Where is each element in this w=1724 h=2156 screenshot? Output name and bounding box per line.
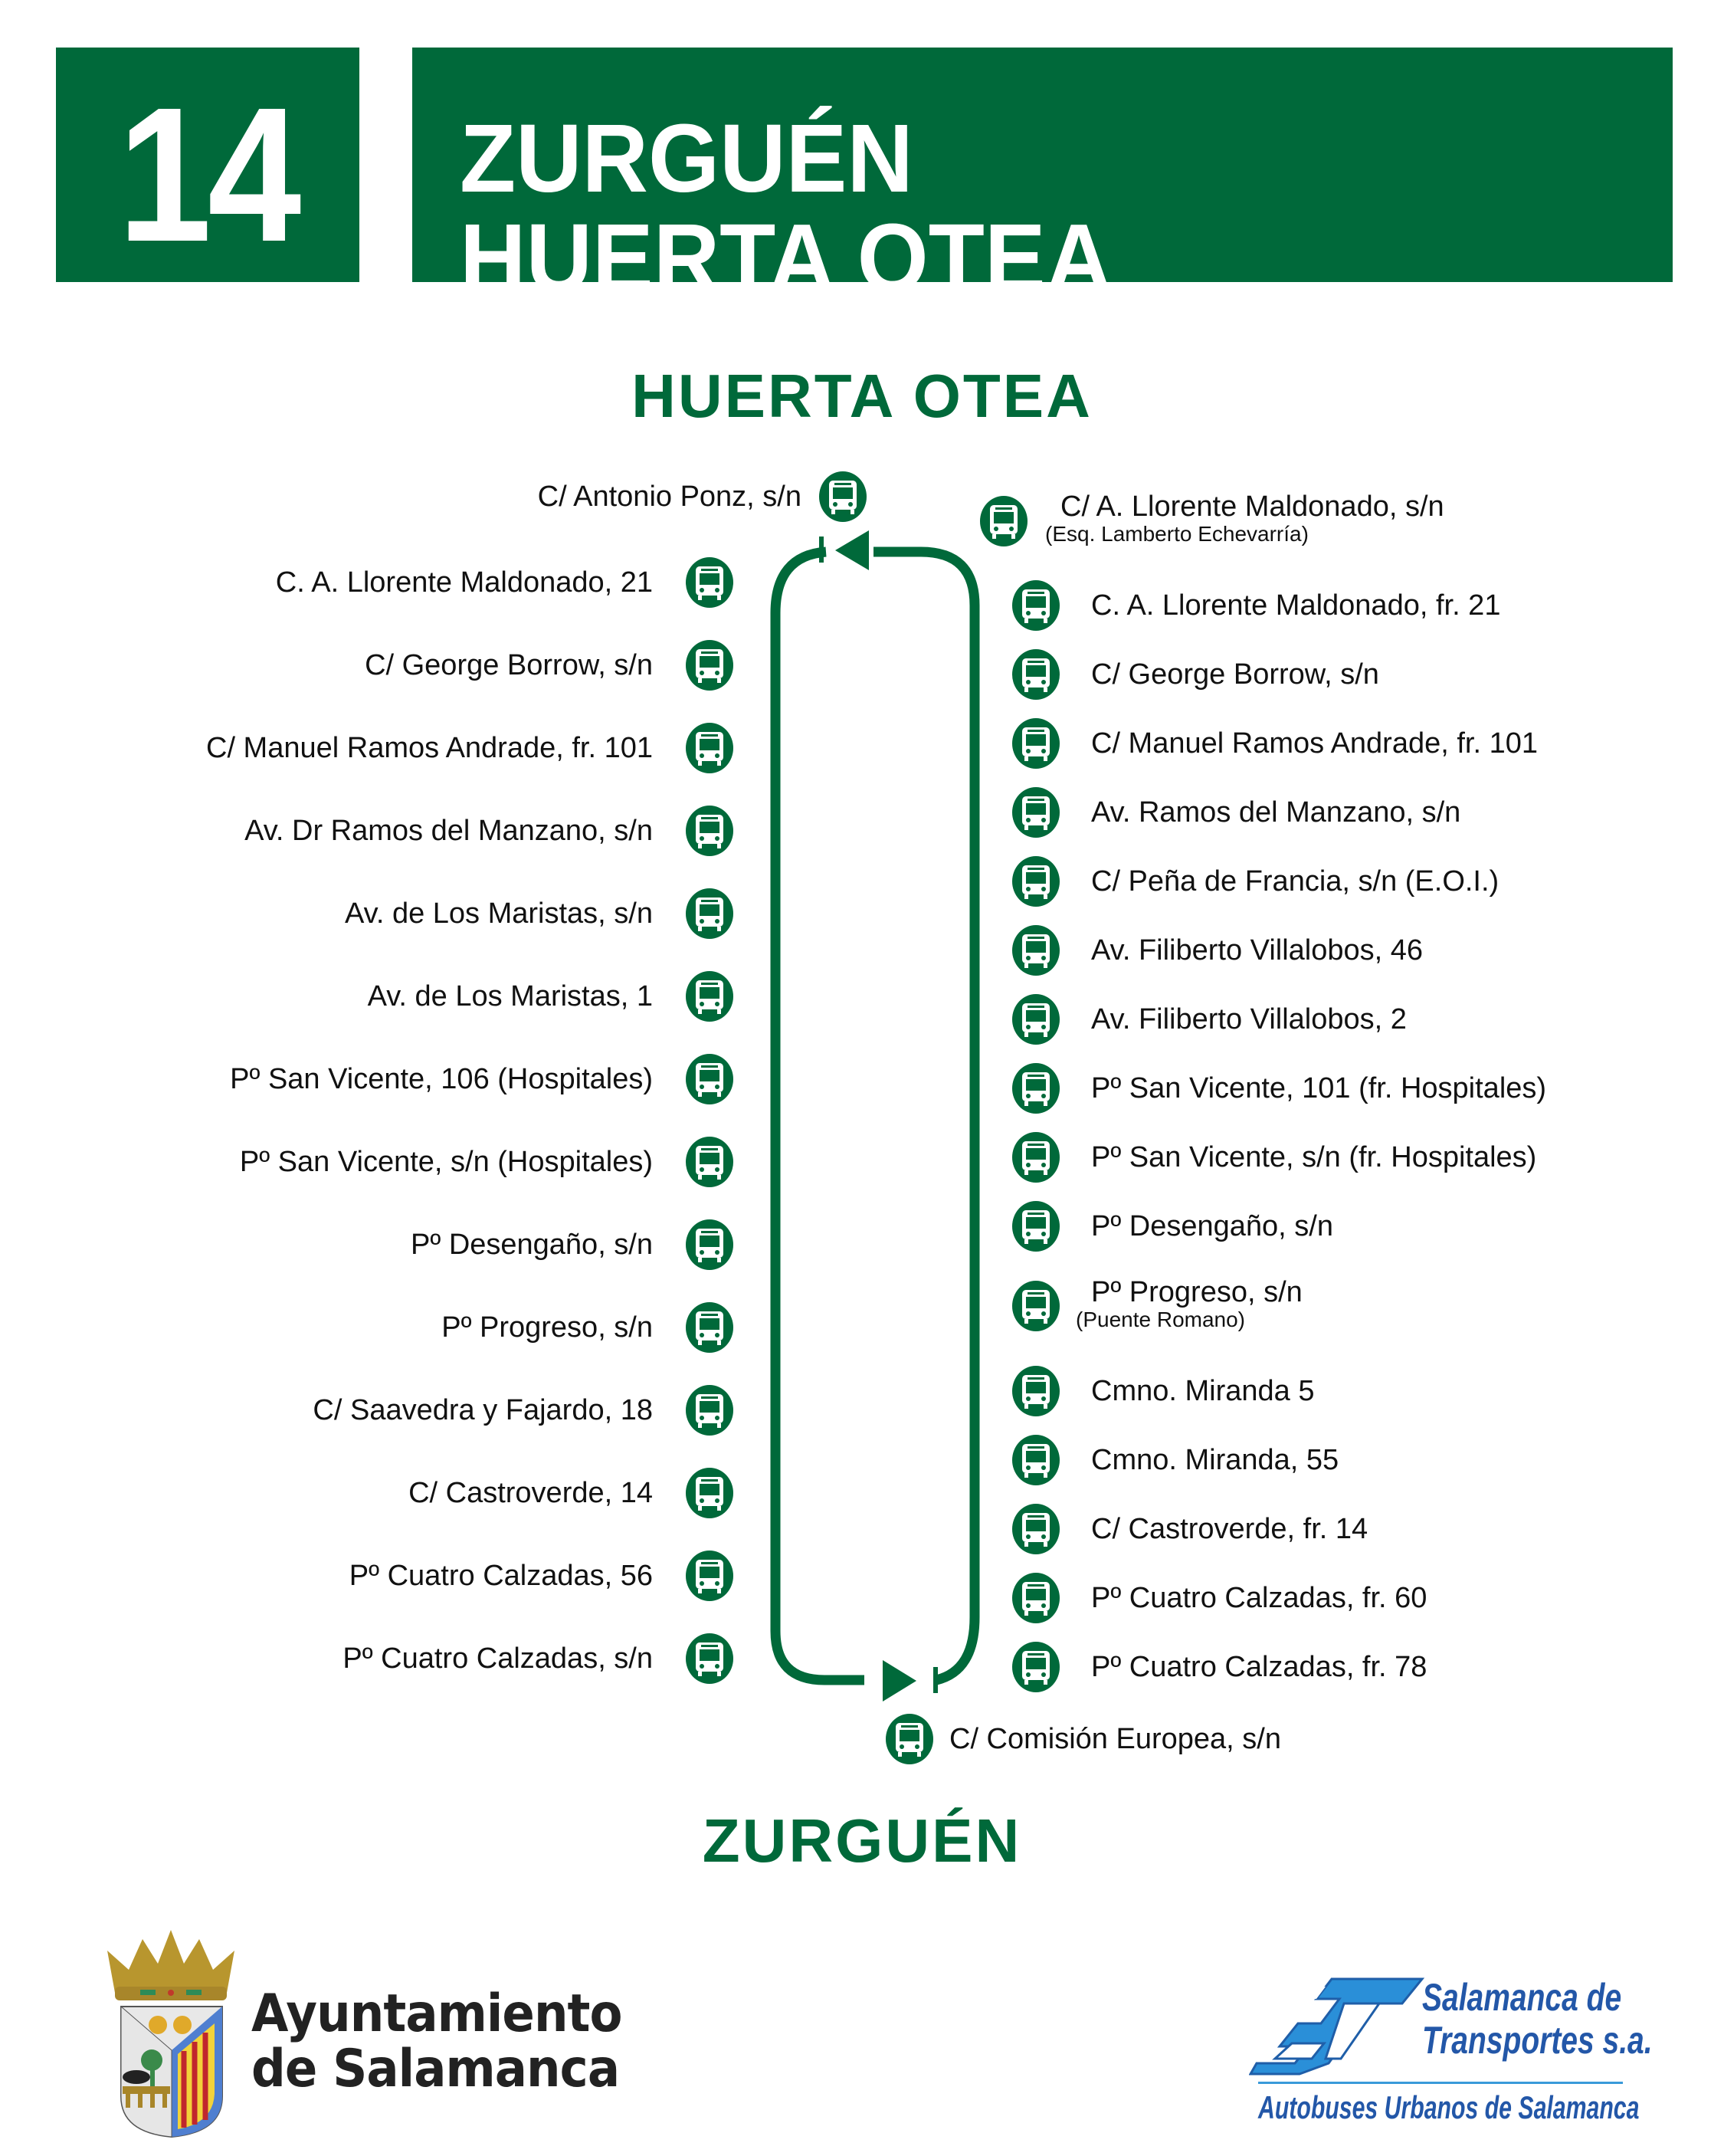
stop-right-item[interactable] [1011,648,1379,701]
stop-label: Cmno. Miranda, 55 [1091,1444,1339,1476]
stop-right-item[interactable] [1011,855,1499,907]
bus-stop-icon [1011,1434,1060,1486]
stop-label: C/ Manuel Ramos Andrade, fr. 101 [1091,727,1538,760]
bus-stop-icon [1011,786,1060,838]
bus-stop-icon [1011,924,1060,976]
stop-label: C. A. Llorente Maldonado, 21 [275,566,653,599]
st-monogram-icon [1249,1973,1425,2080]
bus-stop-icon [685,556,734,609]
bus-stop-icon [685,805,734,857]
stop-label: C/ George Borrow, s/n [1091,658,1379,691]
bus-stop-icon [685,1467,734,1519]
stop-right-item[interactable] [1011,1131,1536,1183]
stop-label: C/ Manuel Ramos Andrade, fr. 101 [206,732,653,764]
bus-stop-icon [1011,993,1060,1045]
stop-left-item[interactable] [343,1633,734,1685]
bus-stop-icon [1011,855,1060,907]
bus-stop-icon [1011,1641,1060,1693]
stop-sublabel: (Esq. Lamberto Echevarría) [1045,522,1309,546]
stop-antonio-ponz[interactable] [506,471,867,523]
stop-left-item[interactable] [345,888,734,940]
bus-stop-icon [1011,717,1060,770]
stop-left-item[interactable] [313,1384,734,1436]
stop-label: C/ Castroverde, 14 [408,1477,653,1509]
stop-label: Pº San Vicente, s/n (fr. Hospitales) [1091,1141,1537,1173]
coat-of-arms-icon [98,1916,244,2138]
stop-left-item[interactable] [365,639,734,691]
stop-label: Pº Cuatro Calzadas, fr. 60 [1091,1582,1427,1614]
bus-stop-icon [685,639,734,691]
stop-left-item[interactable] [349,1550,734,1602]
stop-label: Pº Cuatro Calzadas, fr. 78 [1091,1651,1427,1683]
route-title-line2: HUERTA OTEA [460,204,1113,312]
terminus-bottom: ZURGUÉN [702,1807,1022,1875]
route-end-tick-top [819,537,824,563]
terminus-top: HUERTA OTEA [631,362,1093,430]
stop-llorente-maldonado-sn[interactable] [979,491,1444,547]
bus-stop-icon [685,1633,734,1685]
stop-label: C/ Peña de Francia, s/n (E.O.I.) [1091,865,1499,898]
bus-stop-icon [685,722,734,774]
bus-stop-icon [685,1219,734,1271]
bus-stop-icon [1011,1572,1060,1624]
stop-comision-europea[interactable] [885,1713,1281,1765]
stop-label: C/ Comisión Europea, s/n [949,1723,1281,1755]
bus-stop-icon [1011,1503,1060,1555]
stop-right-item[interactable] [1011,1365,1314,1417]
bus-stop-icon [685,1301,734,1354]
stop-label: Pº San Vicente, s/n (Hospitales) [239,1146,653,1178]
stop-label: Av. Filiberto Villalobos, 2 [1091,1003,1407,1035]
bus-stop-icon [685,1384,734,1436]
bus-stop-icon [685,888,734,940]
route-line-left [775,552,864,1680]
stop-label: Av. de Los Maristas, s/n [345,898,653,930]
bus-stop-icon [1011,648,1060,701]
stop-right-item[interactable] [1011,1200,1333,1252]
stop-left-item[interactable] [206,722,734,774]
stop-label: Pº Progreso, s/n [1091,1276,1303,1308]
stop-right-item[interactable] [1011,1641,1427,1693]
route-title-line1: ZURGUÉN [460,104,913,212]
stop-label: Pº Desengaño, s/n [411,1229,653,1261]
stop-label: Cmno. Miranda 5 [1091,1375,1315,1407]
stop-label: Pº San Vicente, 101 (fr. Hospitales) [1091,1072,1547,1104]
bus-stop-icon [1011,1131,1060,1183]
stop-label: Av. de Los Maristas, 1 [367,980,653,1012]
stop-right-item[interactable] [1011,1503,1368,1555]
stop-label: C/ A. Llorente Maldonado, s/n [1060,491,1444,523]
stop-right-item[interactable] [1011,1572,1427,1624]
bus-stop-icon [1011,579,1060,632]
bus-stop-icon [818,471,867,523]
operator-name [1422,1976,1653,2062]
stop-label: C. A. Llorente Maldonado, fr. 21 [1091,589,1501,622]
stop-left-item[interactable] [368,970,734,1022]
bus-stop-icon [1011,1200,1060,1252]
bus-stop-icon [1011,1365,1060,1417]
stop-label: C/ Antonio Ponz, s/n [537,481,801,513]
stop-left-item[interactable] [408,1467,734,1519]
ayuntamiento-logo [98,1916,622,2138]
arrow-right-icon [883,1660,916,1702]
bus-stop-icon [979,495,1028,547]
ayuntamiento-name [251,1984,622,2099]
operator-name-line2: Transportes s.a. [1422,2019,1653,2062]
ayuntamiento-line2: de Salamanca [251,2039,620,2099]
bus-stop-icon [1011,1280,1060,1332]
bus-stop-icon [685,1136,734,1188]
stop-left-item[interactable] [441,1301,734,1354]
line-number: 14 [117,67,298,281]
stop-left-item[interactable] [411,1219,734,1271]
stop-label: C/ Castroverde, fr. 14 [1091,1513,1368,1545]
route-end-tick-bottom [933,1667,938,1693]
stop-right-item[interactable] [1011,579,1500,632]
bus-stop-icon [685,1550,734,1602]
stop-label: Pº Cuatro Calzadas, s/n [343,1642,653,1675]
operator-logo [1249,1962,1653,2131]
bus-stop-icon [885,1713,934,1765]
stop-sublabel: (Puente Romano) [1076,1308,1246,1331]
stop-label: C/ Saavedra y Fajardo, 18 [313,1394,653,1426]
stop-label: Pº San Vicente, 106 (Hospitales) [230,1063,653,1095]
stop-label: Av. Filiberto Villalobos, 46 [1091,934,1424,966]
stop-left-item[interactable] [276,556,734,609]
route-line-right [873,552,975,1680]
stop-label: Pº Cuatro Calzadas, 56 [349,1560,653,1592]
bus-stop-icon [1011,1062,1060,1114]
operator-name-line1: Salamanca de [1422,1976,1622,2019]
arrow-left-icon [835,530,869,570]
stop-right-item[interactable] [1011,1062,1546,1114]
stop-right-item[interactable] [1011,717,1538,770]
stop-label: Av. Ramos del Manzano, s/n [1091,796,1461,829]
stop-left-item[interactable] [244,805,734,857]
stop-right-item[interactable] [1011,993,1407,1045]
ayuntamiento-line1: Ayuntamiento [251,1984,622,2044]
operator-tagline: Autobuses Urbanos de Salamanca [1258,2089,1640,2125]
bus-stop-icon [685,1053,734,1105]
stop-label: Pº Desengaño, s/n [1091,1210,1333,1242]
bus-stop-icon [685,970,734,1022]
stop-label: Av. Dr Ramos del Manzano, s/n [244,815,653,847]
stop-right-item[interactable] [1011,1276,1303,1332]
stop-right-item[interactable] [1011,924,1423,976]
stop-left-item[interactable] [230,1053,734,1105]
operator-divider [1258,2082,1623,2084]
stop-label: C/ George Borrow, s/n [365,649,653,681]
stop-label: Pº Progreso, s/n [441,1311,653,1344]
stop-right-item[interactable] [1011,1434,1339,1486]
stop-left-item[interactable] [240,1136,734,1188]
stop-right-item[interactable] [1011,786,1460,838]
